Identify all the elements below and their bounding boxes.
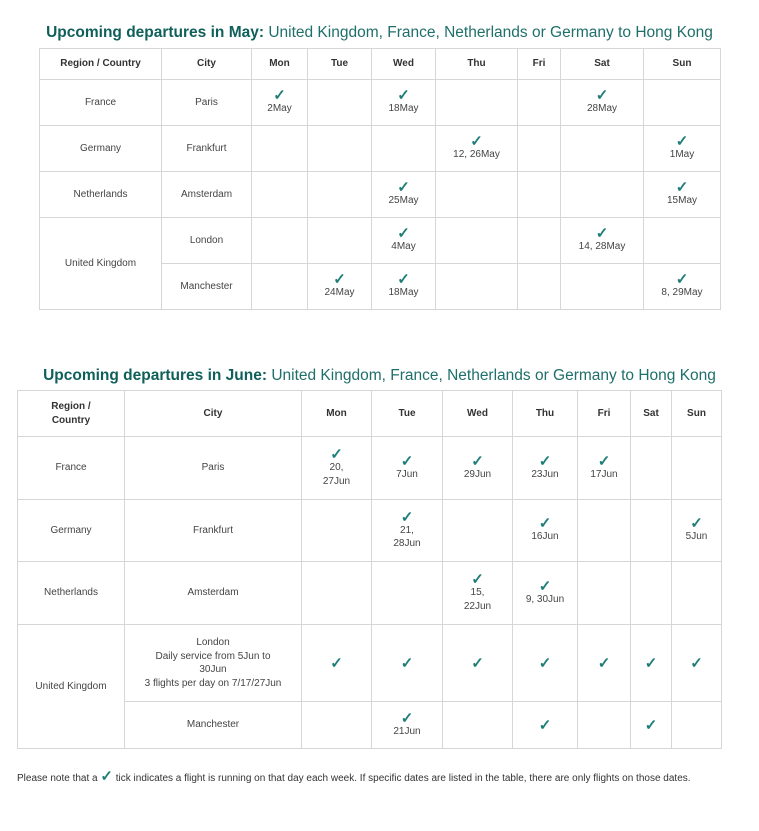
day-cell-wed <box>443 437 513 500</box>
day-cell-sat <box>561 172 644 218</box>
day-cell-sun <box>644 172 721 218</box>
departure-date: 15, <box>470 587 485 598</box>
day-cell-wed <box>372 126 436 172</box>
departure-date: 29Jun <box>463 468 492 480</box>
header-city: City <box>125 391 302 437</box>
header-sat: Sat <box>561 49 644 80</box>
day-cell-fri <box>518 218 561 264</box>
tick-icon: ✓ <box>675 133 689 151</box>
day-cell-mon <box>252 218 308 264</box>
day-cell-wed <box>372 264 436 310</box>
tick-icon: ✓ <box>471 571 484 588</box>
day-cell-sat <box>561 80 644 126</box>
day-cell-fri <box>578 562 631 625</box>
departure-date: 1May <box>669 149 695 161</box>
day-cell-mon <box>252 126 308 172</box>
day-cell-sun <box>672 437 722 500</box>
tick-icon: ✓ <box>597 452 611 470</box>
city-cell <box>125 625 302 702</box>
city-cell: Paris <box>125 437 302 500</box>
may-title-bold: Upcoming departures in May: <box>46 24 265 41</box>
day-cell-sun <box>644 126 721 172</box>
header-fri: Fri <box>578 391 631 437</box>
may-departures-table <box>39 48 721 310</box>
header-thu: Thu <box>513 391 578 437</box>
region-cell: Netherlands <box>18 562 125 625</box>
departure-date: 2May <box>267 103 292 115</box>
departure-date: 20, <box>329 462 344 473</box>
departure-date: 17Jun <box>590 468 618 480</box>
day-cell-tue <box>308 172 372 218</box>
tick-icon: ✓ <box>595 225 609 243</box>
table-row <box>18 562 722 625</box>
departure-date: 27Jun <box>322 475 351 487</box>
tick-icon: ✓ <box>644 716 658 734</box>
day-cell-sun <box>672 562 722 625</box>
departure-date: 12, 26May <box>453 149 500 161</box>
day-cell-fri <box>518 126 561 172</box>
tick-icon: ✓ <box>400 654 414 672</box>
day-cell-fri <box>578 625 631 702</box>
city-line: Daily service from 5Jun to <box>155 650 271 662</box>
table-header-row <box>18 391 722 437</box>
table-row <box>40 172 721 218</box>
may-title-rest: United Kingdom, France, Netherlands or Germany to Hong Kong <box>264 24 713 41</box>
day-cell-fri <box>578 702 631 749</box>
tick-icon: ✓ <box>470 133 483 151</box>
day-cell-wed <box>443 562 513 625</box>
header-mon: Mon <box>302 391 372 437</box>
departure-date: 22Jun <box>463 600 492 612</box>
day-cell-thu <box>513 625 578 702</box>
day-cell-mon <box>302 437 372 500</box>
tick-icon: ✓ <box>690 515 703 533</box>
table-row <box>18 437 722 500</box>
june-departures-table <box>17 390 722 749</box>
day-cell-sun <box>644 80 721 126</box>
table-row <box>40 126 721 172</box>
departure-date: 15May <box>666 195 697 207</box>
june-title-bold: Upcoming departures in June: <box>43 367 268 384</box>
city-cell: Amsterdam <box>125 562 302 625</box>
footnote <box>17 767 691 785</box>
tick-icon: ✓ <box>538 515 552 533</box>
june-title-rest: United Kingdom, France, Netherlands or Germany to Hong Kong <box>267 367 716 384</box>
tick-icon: ✓ <box>397 179 410 197</box>
day-cell-sat <box>631 625 672 702</box>
tick-icon: ✓ <box>690 654 703 672</box>
city-line: 30Jun <box>199 664 227 675</box>
city-cell: Manchester <box>162 264 252 310</box>
region-cell: Netherlands <box>40 172 162 218</box>
tick-icon: ✓ <box>400 508 414 526</box>
day-cell-mon <box>252 172 308 218</box>
region-cell: France <box>18 437 125 500</box>
departure-date: 16Jun <box>531 531 559 543</box>
day-cell-thu <box>513 437 578 500</box>
table-row <box>18 625 722 702</box>
header-sat: Sat <box>631 391 672 437</box>
header-tue: Tue <box>372 391 443 437</box>
day-cell-sat <box>631 437 672 500</box>
departure-date: 7Jun <box>396 468 418 480</box>
departure-date: 25May <box>388 195 419 207</box>
june-title <box>0 367 759 385</box>
day-cell-sat <box>561 126 644 172</box>
departure-date: 21, <box>400 524 414 536</box>
tick-icon: ✓ <box>397 87 410 105</box>
city-cell: Manchester <box>125 702 302 749</box>
day-cell-fri <box>518 264 561 310</box>
day-cell-tue <box>308 264 372 310</box>
day-cell-sun <box>644 218 721 264</box>
city-cell: Paris <box>162 80 252 126</box>
day-cell-thu <box>436 172 518 218</box>
day-cell-wed <box>372 218 436 264</box>
departure-date: 24May <box>324 287 355 299</box>
day-cell-tue <box>372 500 443 562</box>
tick-icon: ✓ <box>471 452 484 470</box>
tick-icon: ✓ <box>538 716 552 734</box>
day-cell-sat <box>631 562 672 625</box>
departure-date: 23Jun <box>531 468 559 480</box>
departure-date: 28Jun <box>393 538 421 549</box>
day-cell-sun <box>672 625 722 702</box>
day-cell-sat <box>631 702 672 749</box>
day-cell-tue <box>308 80 372 126</box>
day-cell-thu <box>513 500 578 562</box>
tick-icon: ✓ <box>400 452 414 470</box>
tick-icon: ✓ <box>397 271 410 289</box>
day-cell-tue <box>372 625 443 702</box>
day-cell-mon <box>302 500 372 562</box>
day-cell-sun <box>644 264 721 310</box>
day-cell-thu <box>513 702 578 749</box>
tick-icon: ✓ <box>397 225 410 243</box>
tick-icon: ✓ <box>675 179 689 197</box>
day-cell-sun <box>672 500 722 562</box>
day-cell-tue <box>308 218 372 264</box>
tick-icon: ✓ <box>538 577 552 595</box>
departure-date: 14, 28May <box>578 241 626 253</box>
tick-icon: ✓ <box>471 654 484 672</box>
tick-icon: ✓ <box>330 446 343 463</box>
day-cell-mon <box>252 80 308 126</box>
header-wed: Wed <box>372 49 436 80</box>
departure-date: 18May <box>388 103 419 115</box>
footnote-before: Please note that a <box>17 773 98 784</box>
day-cell-thu <box>436 218 518 264</box>
header-thu: Thu <box>436 49 518 80</box>
city-cell: London <box>162 218 252 264</box>
day-cell-wed <box>372 80 436 126</box>
day-cell-tue <box>372 437 443 500</box>
may-title <box>0 24 759 42</box>
tick-icon: ✓ <box>330 654 343 672</box>
departure-date: 8, 29May <box>661 287 703 299</box>
city-cell: Amsterdam <box>162 172 252 218</box>
day-cell-thu <box>436 80 518 126</box>
day-cell-fri <box>578 500 631 562</box>
day-cell-thu <box>513 562 578 625</box>
header-mon: Mon <box>252 49 308 80</box>
day-cell-tue <box>372 702 443 749</box>
table-row <box>40 218 721 264</box>
day-cell-thu <box>436 264 518 310</box>
header-region: Region / Country <box>40 49 162 80</box>
day-cell-sun <box>672 702 722 749</box>
header-city: City <box>162 49 252 80</box>
table-row <box>40 80 721 126</box>
day-cell-wed <box>443 702 513 749</box>
day-cell-mon <box>252 264 308 310</box>
footnote-after: tick indicates a flight is running on that day each week. If specific dates are listed in the table, there are only flights on those dates. <box>115 773 691 784</box>
tick-icon: ✓ <box>595 87 609 105</box>
region-cell: United Kingdom <box>40 218 162 310</box>
departure-date: 5Jun <box>685 531 708 543</box>
departure-date: 21Jun <box>393 725 421 737</box>
tick-icon: ✓ <box>333 271 346 289</box>
tick-icon: ✓ <box>400 709 414 727</box>
tick-icon: ✓ <box>675 271 689 289</box>
tick-icon: ✓ <box>100 768 113 785</box>
day-cell-mon <box>302 702 372 749</box>
departure-date: 9, 30Jun <box>525 593 565 605</box>
header-tue: Tue <box>308 49 372 80</box>
day-cell-sat <box>631 500 672 562</box>
region-cell: Germany <box>40 126 162 172</box>
header-fri: Fri <box>518 49 561 80</box>
city-line: 3 flights per day on 7/17/27Jun <box>144 677 282 689</box>
departure-date: 28May <box>586 103 617 115</box>
day-cell-mon <box>302 625 372 702</box>
day-cell-wed <box>443 625 513 702</box>
day-cell-thu <box>436 126 518 172</box>
departure-date: 4May <box>391 241 416 253</box>
city-line: London <box>196 637 230 648</box>
region-cell: France <box>40 80 162 126</box>
day-cell-fri <box>518 172 561 218</box>
tick-icon: ✓ <box>538 452 552 470</box>
tick-icon: ✓ <box>597 654 611 672</box>
departure-date: 18May <box>388 287 419 299</box>
day-cell-fri <box>518 80 561 126</box>
header-wed: Wed <box>443 391 513 437</box>
day-cell-wed <box>443 500 513 562</box>
tick-icon: ✓ <box>644 654 658 672</box>
header-sun: Sun <box>672 391 722 437</box>
day-cell-mon <box>302 562 372 625</box>
region-cell: Germany <box>18 500 125 562</box>
table-row <box>18 500 722 562</box>
tick-icon: ✓ <box>273 87 286 105</box>
day-cell-fri <box>578 437 631 500</box>
city-cell: Frankfurt <box>162 126 252 172</box>
day-cell-sat <box>561 264 644 310</box>
tick-icon: ✓ <box>538 654 552 672</box>
header-sun: Sun <box>644 49 721 80</box>
table-header-row <box>40 49 721 80</box>
day-cell-sat <box>561 218 644 264</box>
day-cell-wed <box>372 172 436 218</box>
day-cell-tue <box>372 562 443 625</box>
day-cell-tue <box>308 126 372 172</box>
city-cell: Frankfurt <box>125 500 302 562</box>
header-region: Region / Country <box>18 391 125 437</box>
region-cell: United Kingdom <box>18 625 125 749</box>
